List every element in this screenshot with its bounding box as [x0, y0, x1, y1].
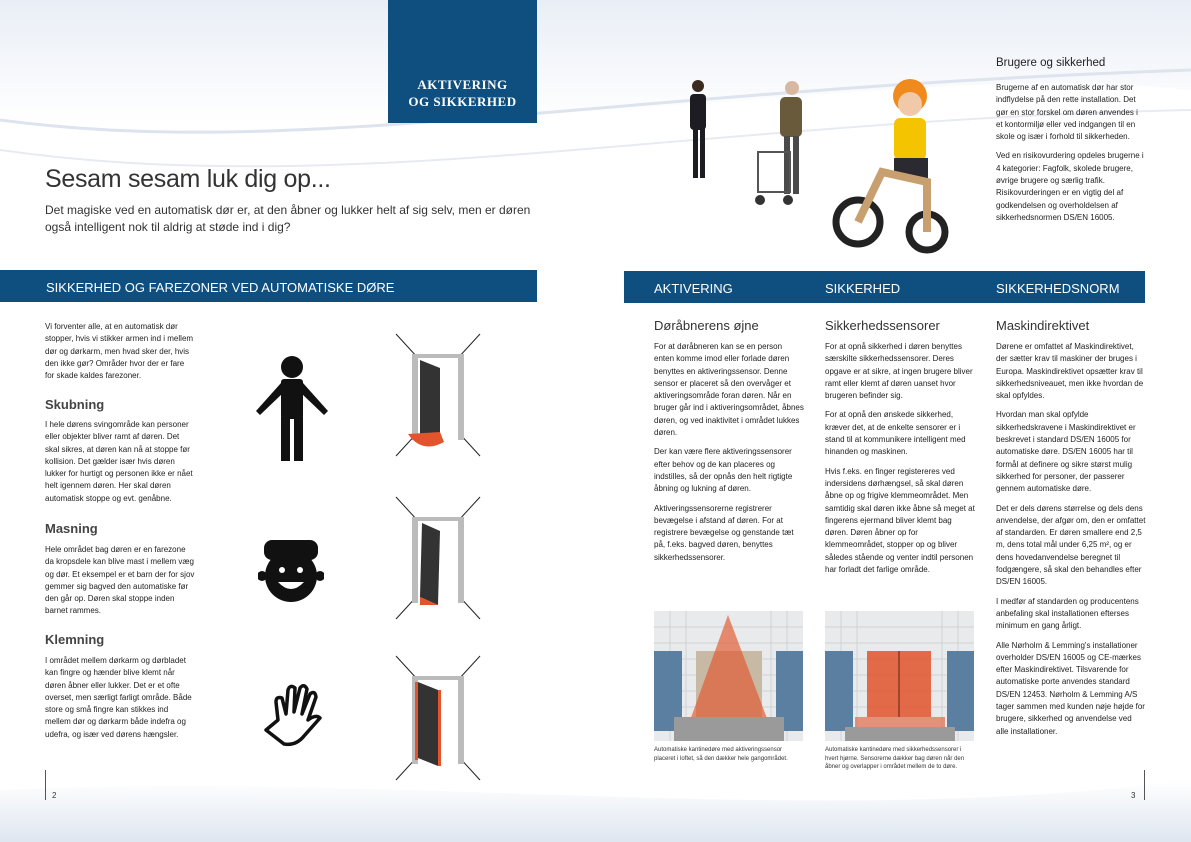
left-section-bar: [0, 270, 537, 302]
col1-paragraph-3: Aktiveringssensorerne registrerer bevægelse i afstand af døren. For at registrere bevægelse og genstande tæt på, f.eks. bagved døren, benyttes sikkerhedssensorer.: [654, 503, 794, 562]
canteen-door-photo-safety: [825, 611, 974, 741]
hand-icon: [258, 680, 326, 748]
users-paragraph-1: Brugerne af en automatisk dør har stor indflydelse på den rette installation. Det gør en stor forskel om døren anvendes i et kontormiljø eller ved indgangen til en skole og især i forhold til sikkerheden.: [996, 83, 1138, 142]
child-face-icon: [258, 538, 324, 606]
bar-col-3: SIKKERHEDSNORM: [996, 281, 1120, 296]
right-page-rule: [1144, 770, 1145, 800]
col1-text: [654, 341, 804, 571]
col3-text: [996, 341, 1146, 745]
col3-paragraph-5: Alle Nørholm & Lemming's installationer overholder DS/EN 16005 og CE-mærkes efter Maskindirektivet. Tilsvarende for automatiske porte anvendes standard DS/EN 12453. Nørholm & Lemming A/S tager sammen med kunden nøje højde for brugere, sikkerhed og anvendelse ved alle installationer.: [996, 640, 1145, 736]
hazard-text-pushing: I hele dørens svingområde kan personer eller objekter bliver ramt af døren. Det skal sikres, at døren kan nå at stoppe før kollision. Det gælder især hvis døren lukker for hurtigt og personen ikke er nået helt igennem døren. Her skal døren automatisk stoppe og evt. genåbne.: [45, 420, 193, 503]
users-illustration: [672, 72, 957, 260]
elderly-man-figure: [755, 81, 802, 205]
section-banner: [388, 0, 537, 123]
door-diagram-pushing: [392, 330, 484, 460]
col2-paragraph-1: For at opnå sikkerhed i døren benyttes særskilte sikkerhedssensorer. Deres opgave er at sikre, at ingen brugere bliver ramt eller klemt af døren uanset hvor brugeren befinder sig.: [825, 342, 973, 401]
door-diagram-pinching: [392, 652, 484, 784]
col3-paragraph-3: Det er dels dørens størrelse og dels dens anvendelse, der afgør om, den er omfattet af standarden. Er døren smallere end 2,5 m, dens total mål under 6,25 m², og er dens hovedanvendelse beregnet til fodgængere, så skal den behandles efter DS/EN 16005.: [996, 503, 1146, 587]
col3-heading: Maskindirektivet: [996, 318, 1090, 333]
hazard-text-crushing: Hele området bag døren er en farezone da kropsdele kan blive mast i mellem væg og dør. Et eksempel er et barn der for sjov gemmer sig bagved den automatiske før den går op. Døren skal stoppe inden barnet rammes.: [45, 545, 195, 616]
bar-col-1: AKTIVERING: [654, 281, 733, 296]
page-number-left: 2: [52, 791, 57, 800]
col3-paragraph-2: Hvordan man skal opfylde sikkerhedskravene i Maskindirektivet er beskrevet i standard DS/EN 16005 for automatiske døre. DS/EN 16005 har til formål at definere og sikre størst mulig sikkerhed for personer, der passerer gennem automatiske døre.: [996, 410, 1136, 494]
users-paragraph-2: Ved en risikovurdering opdeles brugerne i 4 kategorier: Fagfolk, skolede brugere, øvrige brugere og særlig trafik. Risikovurderingen er en vigtig del af godkendelsen og overholdelsen af sikkerhedsnormen DS/EN 16005.: [996, 151, 1144, 222]
canteen-door-photo-activation: [654, 611, 803, 741]
right-section-bar: [624, 271, 1145, 303]
hazard-title-pinching: Klemning: [45, 632, 105, 647]
left-page-rule: [45, 770, 46, 800]
bar-col-2: SIKKERHED: [825, 281, 901, 296]
left-intro-text: Vi forventer alle, at en automatisk dør stopper, hvis vi stikker armen ind i mellem dør og dørkarm, men hvad sker der, hvis den ikke gør? Områder hvor der er fare for skade kaldes farezoner.: [45, 322, 194, 381]
left-bar-title: SIKKERHED OG FAREZONER VED AUTOMATISKE DØRE: [46, 280, 395, 295]
col2-paragraph-2: For at opnå den ønskede sikkerhed, kræver det, at de enkelte sensorer er i stand til at kommunikere intelligent med hinanden og maskinen.: [825, 410, 966, 457]
photo-caption-activation: Automatiske kantinedøre med aktiveringssensor placeret i loftet, så den dækker hele gangområdet.: [654, 747, 788, 762]
page-number-right: 3: [1131, 791, 1136, 800]
col1-paragraph-1: For at døråbneren kan se en person enten komme imod eller forlade døren benyttes en aktiveringssensor. Denne sensor er placeret så den overvåger et aktiveringsområde foran døren. Når en bruger går ind i aktiveringsområdet, åbnes døren, og ved inaktivitet i området lukkes døren.: [654, 342, 804, 438]
child-on-bike-figure: [836, 79, 945, 250]
col1-paragraph-2: Der kan være flere aktiveringssensorer efter behov og de kan placeres og indstilles, så der opnås den helt rigtigte åbning og lukning af døren.: [654, 447, 793, 494]
col2-text: [825, 341, 975, 583]
users-text: [996, 82, 1144, 231]
person-icon: [250, 355, 334, 463]
hazard-title-pushing: Skubning: [45, 397, 105, 412]
page-headline: Sesam sesam luk dig op...: [45, 165, 331, 193]
intro-text: Det magiske ved en automatisk dør er, at den åbner og lukker helt af sig selv, men er døren også intelligent nok til aldrig at støde ind i dig?: [45, 203, 531, 234]
col3-paragraph-1: Dørene er omfattet af Maskindirektivet, der sætter krav til maskiner der bruges i Europa. Maskindirektivet opsætter krav til sikkerhedsniveauet, men ikke hvordan de skal opfyldes.: [996, 342, 1144, 401]
col2-heading: Sikkerhedssensorer: [825, 318, 940, 333]
hazard-text-pinching: I området mellem dørkarm og dørbladet kan fingre og hænder blive klemt når døren åbner eller lukker. Det er et ofte overset, men særligt farligt område. Både store og små fingre kan stikkes ind mellem dør og dørkarm både indefra og udefra, og især ved dørens hængsler.: [45, 656, 192, 739]
door-diagram-crushing: [392, 493, 484, 623]
banner-line-2: OG SIKKERHED: [408, 94, 517, 109]
users-heading: Brugere og sikkerhed: [996, 57, 1106, 69]
col2-paragraph-3: Hvis f.eks. en finger registereres ved indersidens dørhængsel, så skal døren åbne op og frigive klemmeområdet. Men samtidig skal døren ikke åbne så meget at fingerens ejermand bliver klemt bag døren. Døren åbner op for klemmeområdet, stopper op og bliver således stående og venter indtil personen har forladt det farlige område.: [825, 466, 975, 575]
col3-paragraph-4: I medfør af standarden og producentens anbefaling skal installationen efterses minimum en gang årligt.: [996, 596, 1139, 631]
hazard-title-crushing: Masning: [45, 521, 98, 536]
photo-caption-safety: Automatiske kantinedøre med sikkerhedssensorer i hvert hjørne. Sensorerne dækker bag døren når den åbner og overlapper i området mellem de to døre.: [825, 747, 965, 770]
woman-figure: [690, 80, 706, 178]
col1-heading: Døråbnerens øjne: [654, 318, 759, 333]
banner-line-1: AKTIVERING: [417, 77, 508, 92]
